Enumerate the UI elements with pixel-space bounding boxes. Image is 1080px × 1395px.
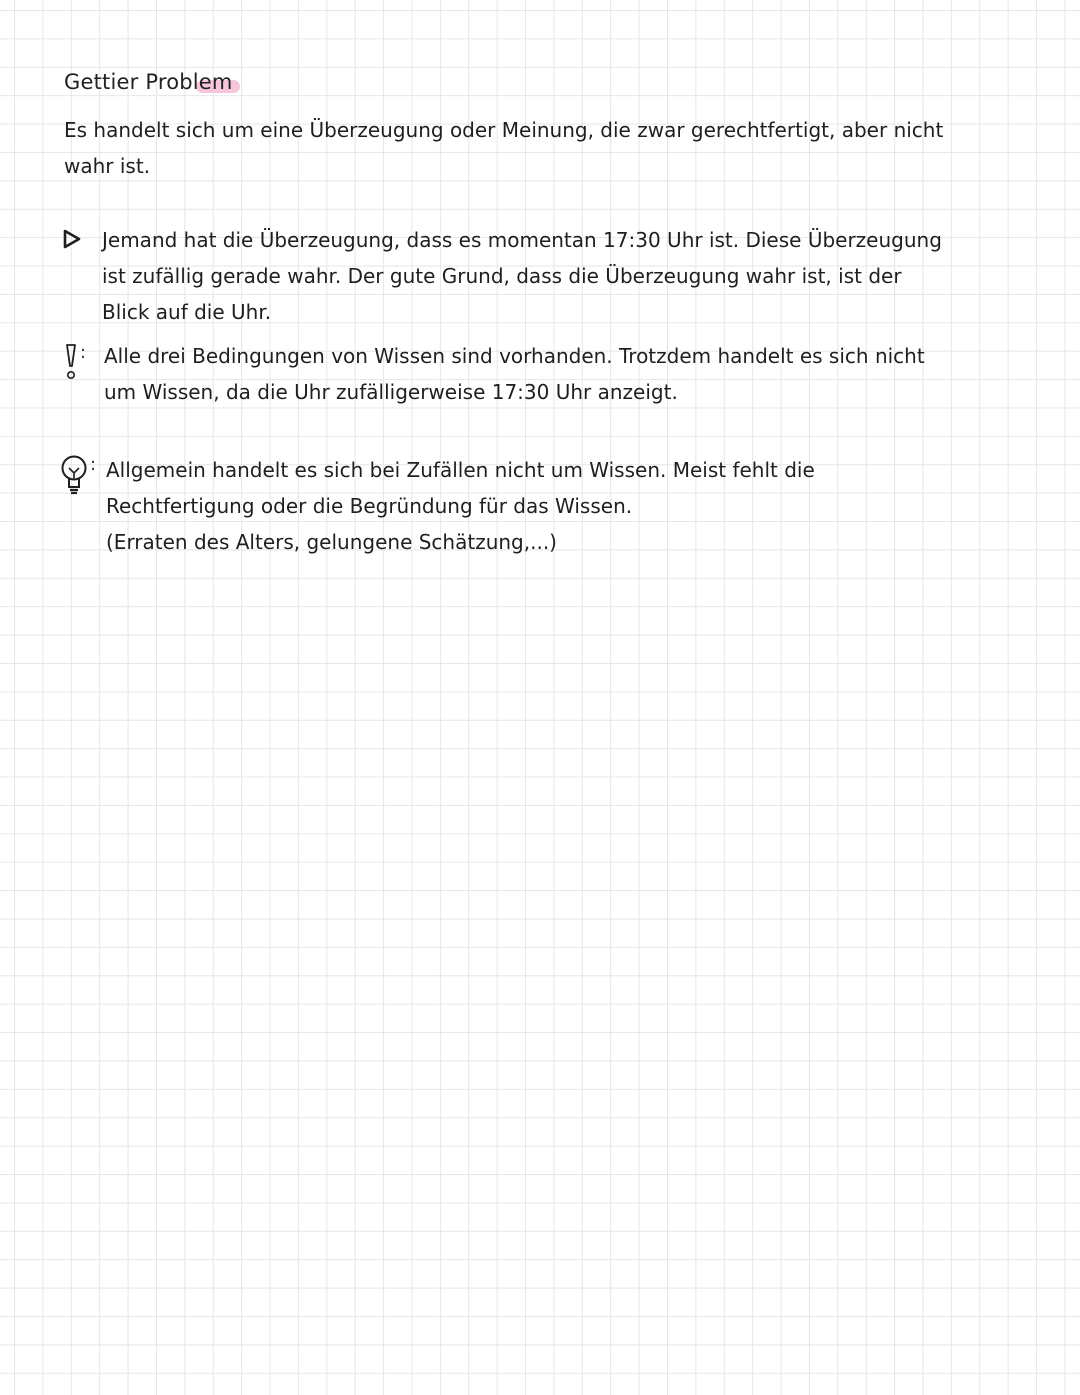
idea-examples: (Erraten des Alters, gelungene Schätzung,...)	[106, 530, 557, 554]
example-block	[62, 222, 962, 330]
idea-marker	[60, 452, 106, 502]
triangle-arrow-icon	[62, 228, 82, 254]
note-colon: :	[80, 342, 87, 363]
note-block	[64, 338, 964, 410]
definition-text: Es handelt sich um eine Überzeugung oder Meinung, die zwar gerechtfertigt, aber nicht wahr ist.	[64, 118, 944, 178]
idea-text: Allgemein handelt es sich bei Zufällen nicht um Wissen. Meist fehlt die Rechtfertigung oder die Begründung für das Wissen.	[106, 458, 815, 518]
exclamation-icon	[64, 342, 78, 388]
idea-colon: :	[90, 454, 97, 475]
example-text: Jemand hat die Überzeugung, dass es momentan 17:30 Uhr ist. Diese Überzeugung ist zufällig gerade wahr. Der gute Grund, dass die Überzeugung wahr ist, ist der Blick auf die Uhr.	[102, 228, 942, 324]
lightbulb-icon	[60, 454, 88, 502]
page-title: Gettier Problem	[64, 70, 233, 94]
idea-block	[60, 452, 960, 560]
example-marker	[62, 222, 102, 254]
note-text: Alle drei Bedingungen von Wissen sind vorhanden. Trotzdem handelt es sich nicht um Wissen, da die Uhr zufälligerweise 17:30 Uhr anzeigt.	[104, 344, 925, 404]
idea-text-group	[106, 452, 926, 560]
note-marker	[64, 338, 104, 388]
